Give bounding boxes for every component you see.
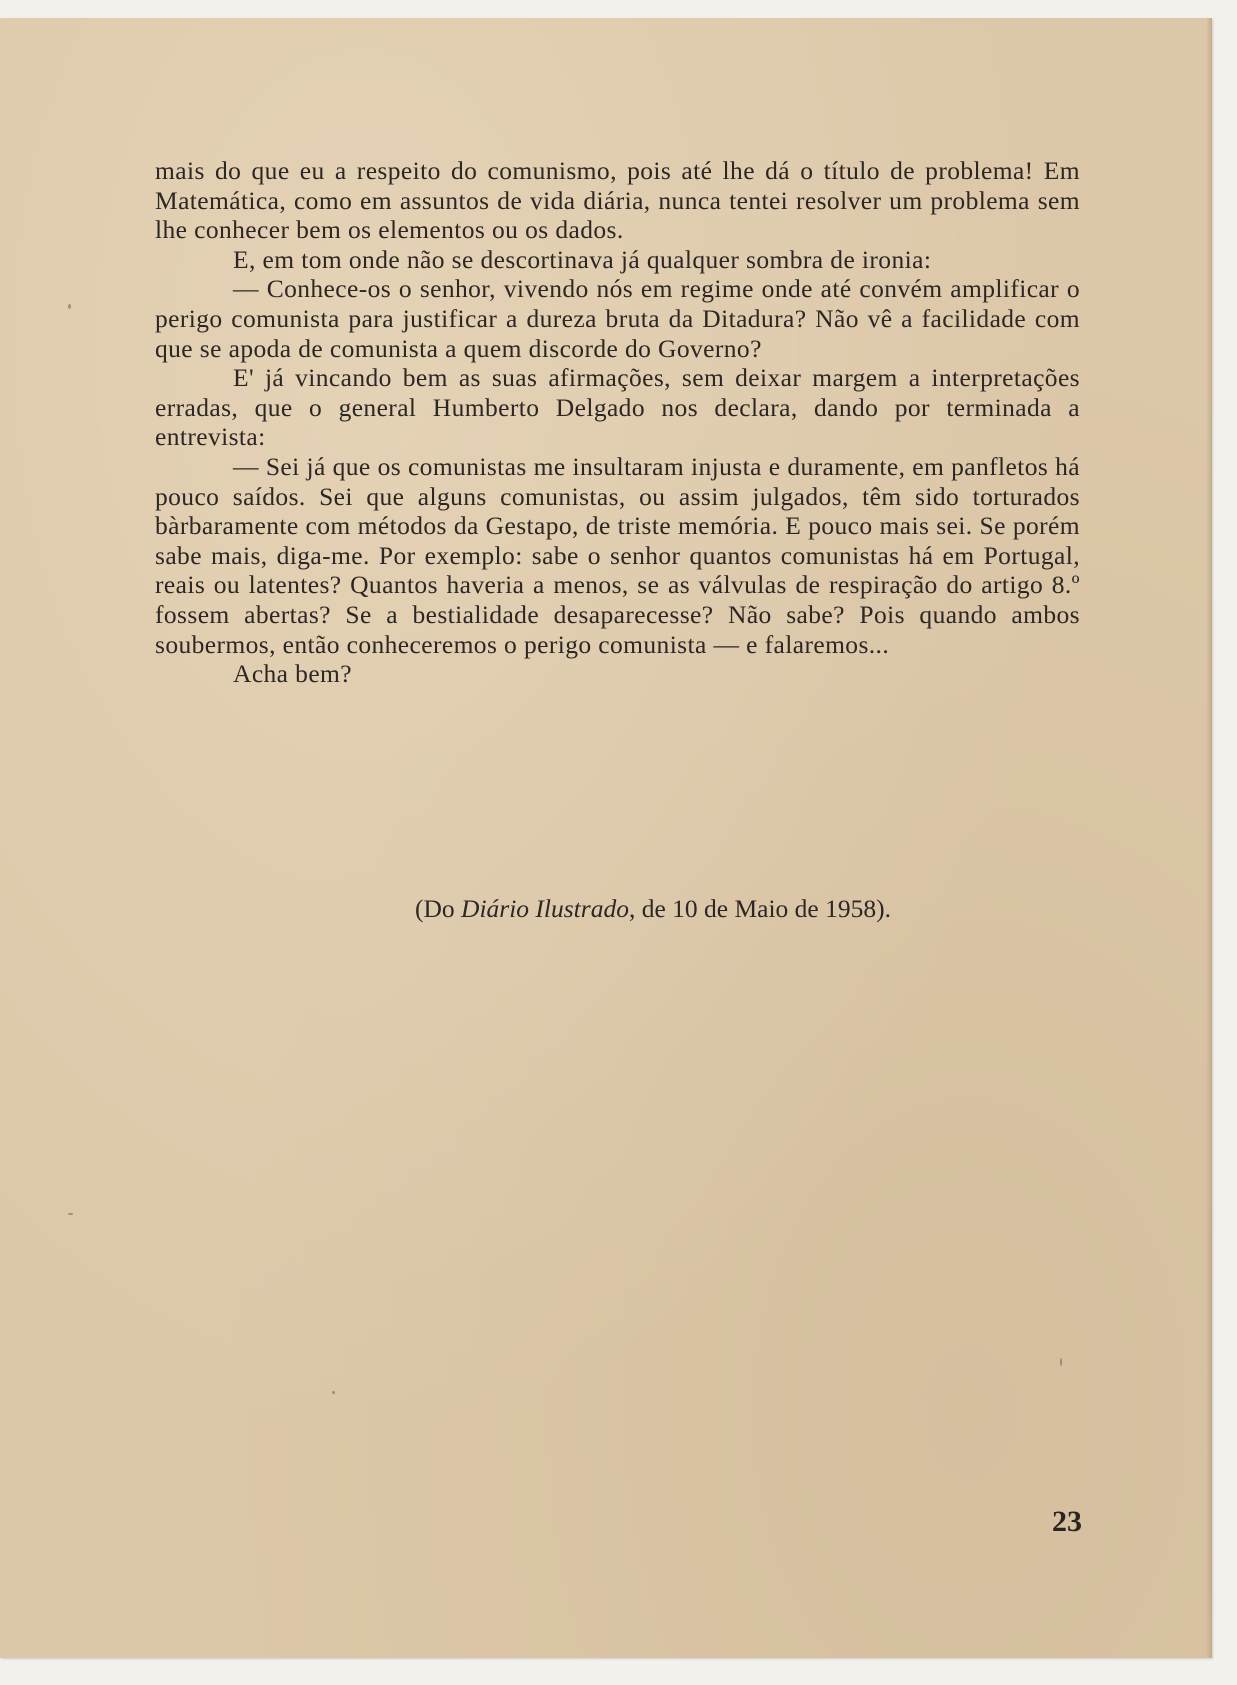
source-suffix: , de 10 de Maio de 1958). — [628, 894, 891, 923]
source-publication: Diário Ilustrado — [461, 894, 629, 923]
paragraph-2: E, em tom onde não se descortinava já qualquer sombra de ironia: — [233, 244, 932, 274]
document-page — [0, 18, 1212, 1658]
article-body — [155, 156, 1080, 689]
source-prefix: (Do — [415, 894, 462, 923]
paper-speck — [1060, 1358, 1062, 1366]
page-edge — [1206, 18, 1212, 1658]
source-citation — [415, 894, 891, 924]
paragraph-3: — Conhece-os o senhor, vivendo nós em regime onde até convém amplificar o perigo comunista para justificar a dureza bruta da Ditadura? Não vê a facilidade com que se apoda de comunista a quem discorde do Governo? — [155, 274, 1080, 363]
paragraph-5: — Sei já que os comunistas me insultaram injusta e duramente, em panfletos há pouco saídos. Sei que alguns comunistas, ou assim julgados, têm sido torturados bàrbaramente com métodos da Gestapo, de triste memória. E pouco mais sei. Se porém sabe mais, diga-me. Por exemplo: sabe o senhor quantos comunistas há em Portugal, reais ou latentes? Quantos haveria a menos, se as válvulas de respiração do artigo 8.º fossem abertas? Se a bestialidade desaparecesse? Não sabe? Pois quando ambos soubermos, então conheceremos o perigo comunista — e falaremos... — [155, 451, 1080, 659]
paper-speck — [332, 1391, 335, 1394]
paper-speck — [68, 1213, 73, 1215]
paragraph-4: E' já vincando bem as suas afirmações, sem deixar margem a interpretações erradas, que o general Humberto Delgado nos declara, dando por terminada a entrevista: — [155, 363, 1080, 452]
paragraph-1: mais do que eu a respeito do comunismo, pois até lhe dá o título de problema! Em Matemática, como em assuntos de vida diária, nunca tentei resolver um problema sem lhe conhecer bem os elementos ou os dados. — [155, 156, 1080, 245]
paragraph-6: Acha bem? — [233, 659, 352, 689]
page-number: 23 — [1052, 1505, 1082, 1538]
paper-speck — [68, 304, 71, 309]
